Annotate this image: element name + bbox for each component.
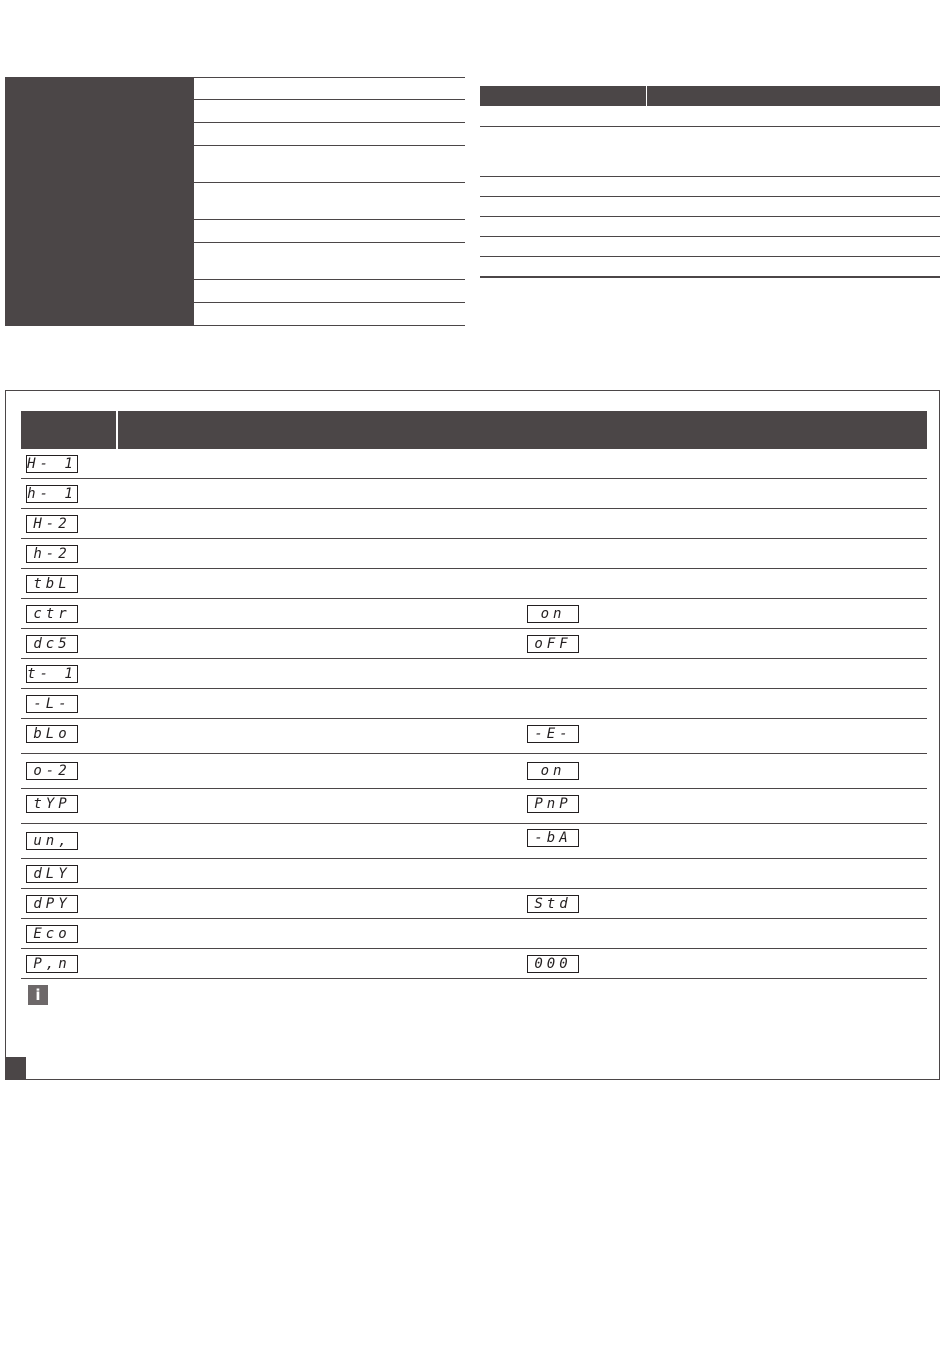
parameter-row [21,919,927,949]
lcd-parameter-code: h-2 [26,545,78,563]
lcd-parameter-code: tYP [26,795,78,813]
right-table-row [480,237,940,257]
lcd-default-value: oFF [527,635,579,653]
parameter-row [21,599,927,629]
parameter-row [21,754,927,789]
parameter-row [21,449,927,479]
right-table-row [480,257,940,278]
lcd-default-value: -bA [527,829,579,847]
parameter-row [21,539,927,569]
parameter-row [21,789,927,824]
lcd-default-value: on [527,605,579,623]
parameter-row [21,824,927,859]
lcd-default-value: 000 [527,955,579,973]
left-spec-row [194,123,465,146]
parameter-row [21,629,927,659]
lcd-default-value: Std [527,895,579,913]
left-spec-row [194,183,465,220]
parameter-row [21,859,927,889]
right-table-row [480,106,940,127]
right-table-row [480,217,940,237]
parameter-table-rows [21,449,927,979]
lcd-default-value: on [527,762,579,780]
left-spec-row [194,303,465,326]
page-corner-tab [5,1057,26,1080]
lcd-parameter-code: bLo [26,725,78,743]
lcd-parameter-code: dc5 [26,635,78,653]
lcd-parameter-code: tbL [26,575,78,593]
lcd-default-value: -E- [527,725,579,743]
lcd-default-value: PnP [527,795,579,813]
left-spec-row [194,220,465,243]
lcd-parameter-code: t- 1 [27,666,77,682]
left-spec-row [194,146,465,183]
lcd-parameter-code: dLY [26,865,78,883]
left-spec-rows [194,77,465,326]
right-table-header [480,86,940,106]
lcd-parameter-code: h- 1 [27,486,77,502]
left-spec-row [194,100,465,123]
left-spec-row [194,77,465,100]
parameter-row [21,569,927,599]
parameter-row [21,509,927,539]
right-table-row [480,127,940,177]
info-icon: i [28,985,48,1005]
lcd-parameter-code: un, [26,832,78,850]
lcd-parameter-code: Eco [26,925,78,943]
left-spec-header-block [5,77,194,326]
parameter-row [21,719,927,754]
left-spec-row [194,243,465,280]
parameter-table-header [21,411,927,449]
right-table-rows [480,106,940,278]
lcd-parameter-code: H- 1 [27,456,77,472]
parameter-row [21,949,927,979]
lcd-parameter-code: -L- [26,695,78,713]
left-spec-row [194,280,465,303]
lcd-parameter-code: ctr [26,605,78,623]
lcd-parameter-code: P,n [26,955,78,973]
parameter-row [21,479,927,509]
parameter-row [21,689,927,719]
lcd-parameter-code: o-2 [26,762,78,780]
lcd-parameter-code: dPY [26,895,78,913]
lcd-parameter-code: H-2 [26,515,78,533]
parameter-row [21,659,927,689]
right-table-row [480,197,940,217]
right-table-header-divider [646,86,647,106]
parameter-row [21,889,927,919]
parameter-table-header-divider [116,411,118,449]
right-table-row [480,177,940,197]
